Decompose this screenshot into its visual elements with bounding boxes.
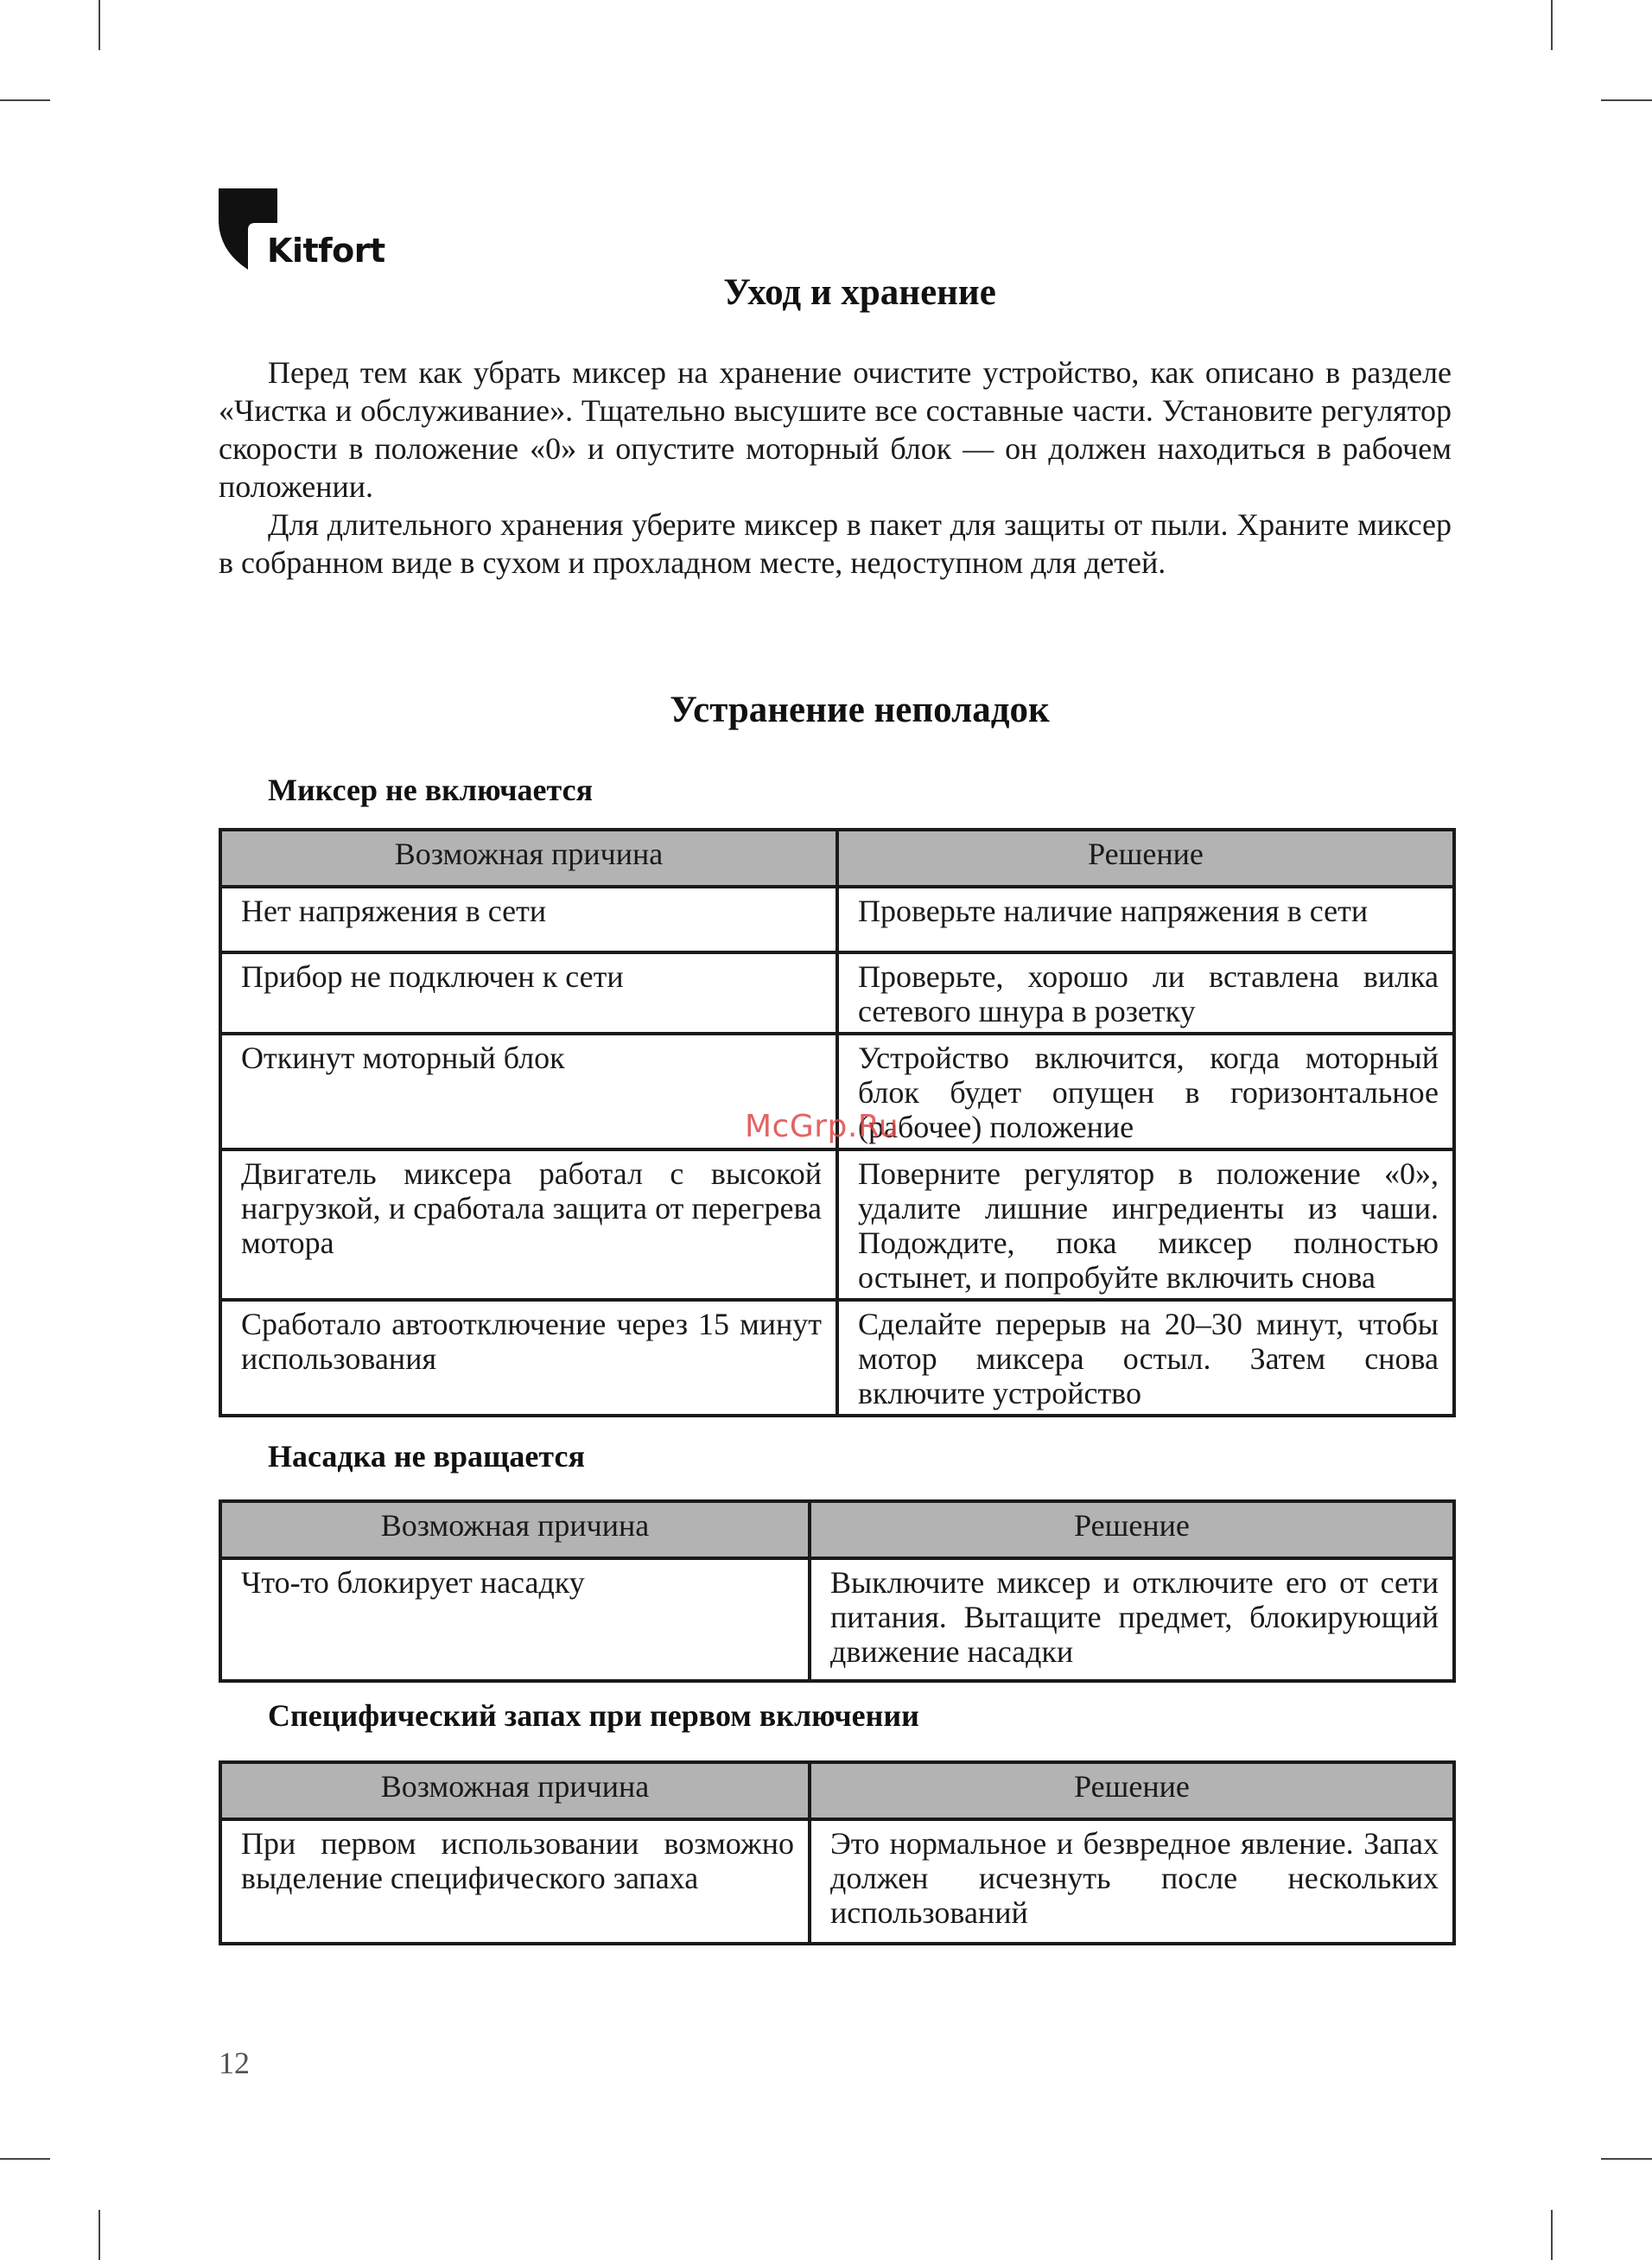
crop-mark [1551,0,1553,50]
table-row [220,1558,1454,1681]
column-header-solution: Решение [837,830,1454,887]
crop-mark [98,0,100,50]
crop-mark [1551,2210,1553,2260]
column-header-solution: Решение [810,1762,1454,1819]
column-header-solution: Решение [810,1501,1454,1558]
table-row [220,1149,1454,1300]
cause-cell: Прибор не подключен к сети [220,952,837,1034]
section-heading: Специфический запах при первом включении [268,1698,919,1733]
table-header-row [220,1501,1454,1558]
crop-mark [98,2210,100,2260]
column-header-cause: Возможная причина [220,830,837,887]
table-row [220,952,1454,1034]
troubleshooting-table [219,1760,1456,1945]
crop-mark [1601,99,1652,101]
solution-cell: Это нормальное и безвредное явление. Запах должен исчезнуть после нескольких использований [810,1819,1454,1944]
column-header-cause: Возможная причина [220,1762,810,1819]
solution-cell: Проверьте наличие напряжения в сети [837,887,1454,952]
troubleshooting-table [219,1499,1456,1683]
care-paragraph: Для длительного хранения уберите миксер в пакет для защиты от пыли. Храните миксер в собранном виде в сухом и прохладном месте, недоступном для детей. [219,507,1452,580]
crop-mark [0,99,50,101]
solution-cell: Поверните регулятор в положение «0», удалите лишние ингредиенты из чаши. Подождите, пока миксер полностью остынет, и попробуйте включить снова [837,1149,1454,1300]
section-heading: Насадка не вращается [268,1439,585,1474]
troubleshooting-title: Устранение неполадок [670,690,1050,730]
cause-cell: Откинут моторный блок [220,1034,837,1149]
brand-logo [219,188,391,275]
cause-cell: Сработало автоотключение через 15 минут использования [220,1300,837,1416]
crop-mark [0,2158,50,2160]
brand-name: Kitfort [267,232,385,270]
care-paragraph: Перед тем как убрать миксер на хранение очистите устройство, как описано в разделе «Чистка и обслуживание». Тщательно высушите все составные части. Установите регулятор скорости в положение «0» и опустите моторный блок — он должен находиться в рабочем положении. [219,355,1452,504]
table-row [220,887,1454,952]
care-title: Уход и хранение [723,272,996,313]
page-number: 12 [219,2046,250,2080]
column-header-cause: Возможная причина [220,1501,810,1558]
care-text [219,353,1452,582]
solution-cell: Проверьте, хорошо ли вставлена вилка сетевого шнура в розетку [837,952,1454,1034]
solution-cell: Выключите миксер и отключите его от сети питания. Вытащите предмет, блокирующий движение насадки [810,1558,1454,1681]
section-heading: Миксер не включается [268,773,594,807]
table-header-row [220,830,1454,887]
table-row [220,1819,1454,1944]
table-row [220,1300,1454,1416]
table-header-row [220,1762,1454,1819]
cause-cell: При первом использовании возможно выделение специфического запаха [220,1819,810,1944]
crop-mark [1601,2158,1652,2160]
watermark: McGrp.Ru [745,1109,899,1144]
cause-cell: Двигатель миксера работал с высокой нагрузкой, и сработала защита от перегрева мотора [220,1149,837,1300]
solution-cell: Сделайте перерыв на 20–30 минут, чтобы мотор миксера остыл. Затем снова включите устройство [837,1300,1454,1416]
solution-cell: Устройство включится, когда моторный блок будет опущен в горизонтальное (рабочее) положение [837,1034,1454,1149]
cause-cell: Нет напряжения в сети [220,887,837,952]
cause-cell: Что-то блокирует насадку [220,1558,810,1681]
